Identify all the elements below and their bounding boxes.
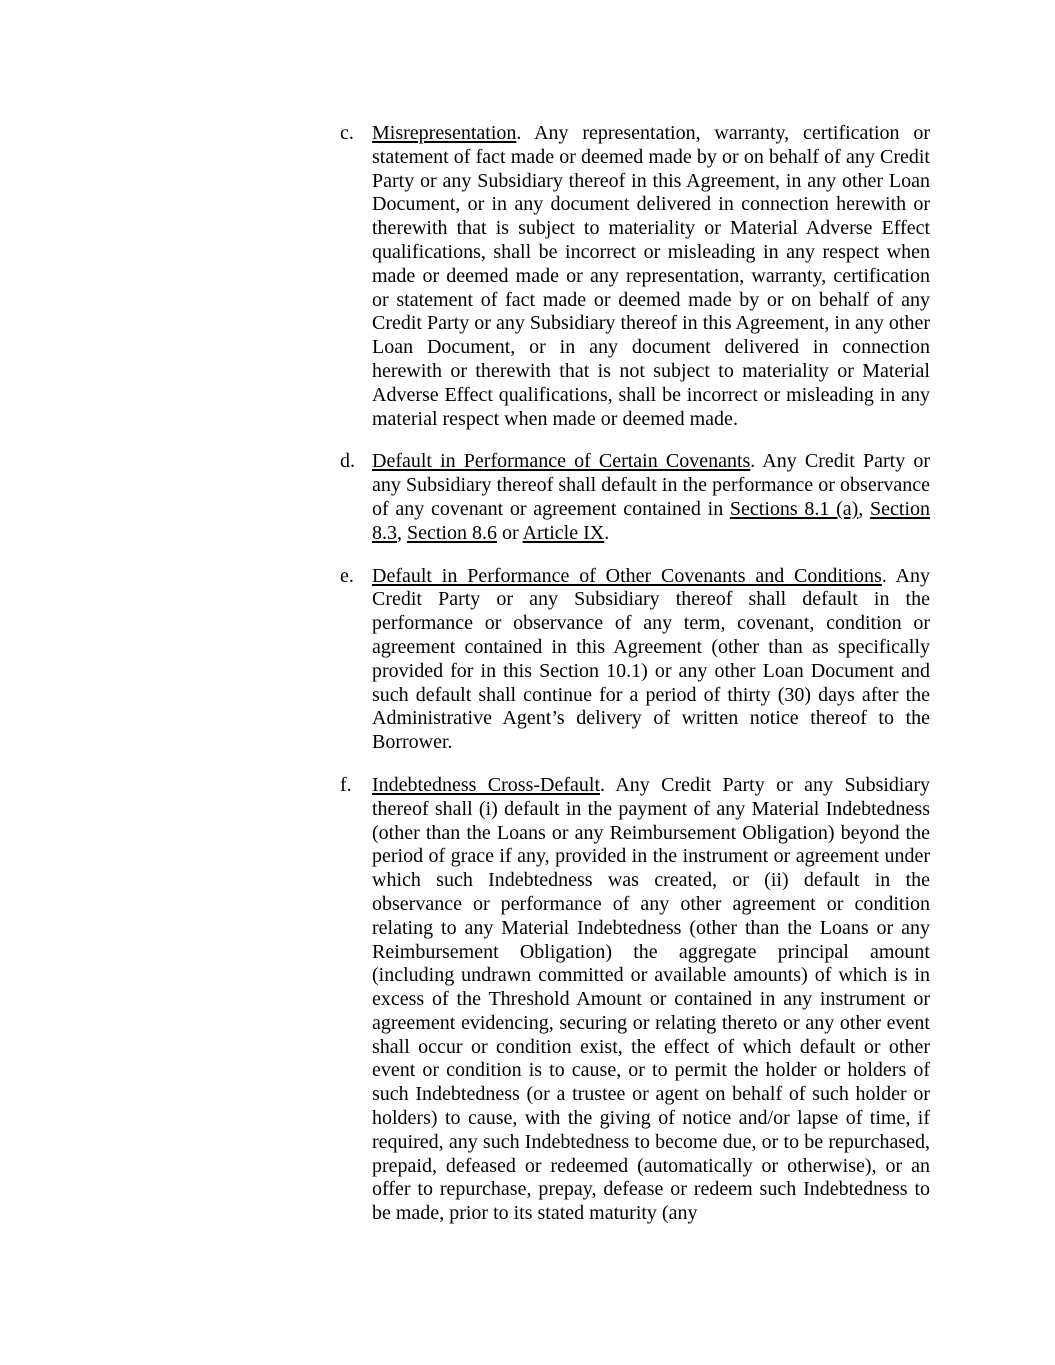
item-paragraph — [372, 565, 930, 755]
item-label: d. — [340, 450, 355, 473]
item-paragraph — [372, 450, 930, 545]
list-item-f — [340, 774, 930, 1226]
text-run: . Any representation, warranty, certification or statement of fact made or deemed made by or on behalf of any Credit Party or any Subsidiary thereof in this Agreement, in any other Loan Document, or in any document delivered in connection herewith or therewith that is subject to materiality or Material Adverse Effect qualifications, shall be incorrect or misleading in any respect when made or deemed made or any representation, warranty, certification or statement of fact made or deemed made by or on behalf of any Credit Party or any Subsidiary thereof in this Agreement, in any other Loan Document, or in any document delivered in connection herewith or therewith that is not subject to materiality or Material Adverse Effect qualifications, shall be incorrect or misleading in any material respect when made or deemed made. — [372, 122, 930, 430]
item-label: c. — [340, 122, 354, 144]
item-label: f. — [340, 773, 352, 796]
item-paragraph — [372, 774, 930, 1226]
text-run: or — [497, 521, 523, 544]
list-item-d — [340, 450, 930, 545]
underlined-text: Article IX — [522, 521, 605, 544]
text-run: , — [858, 497, 871, 520]
text-run: , — [397, 521, 407, 544]
underlined-text: Indebtedness Cross-Default — [372, 773, 601, 796]
text-run: . Any Credit Party or any Subsidiary thereof shall default in the performance or observance of any covenant or agreement contained in — [372, 450, 930, 520]
document-body — [340, 122, 930, 1245]
item-paragraph — [372, 122, 930, 431]
underlined-text: Section 8.6 — [407, 521, 497, 544]
text-run: . — [604, 521, 610, 544]
underlined-text: Section 8.3 — [372, 497, 931, 544]
text-run: . Any Credit Party or any Subsidiary thereof shall default in the performance or observance of any term, covenant, condition or agreement contained in this Agreement (other than as specifically provided for in this Section 10.1) or any other Loan Document and such default shall continue for a period of thirty (30) days after the Administrative Agent’s delivery of written notice thereof to the Borrower. — [372, 564, 930, 754]
list-item-c — [340, 122, 930, 431]
underlined-text: Default in Performance of Other Covenants and Conditions — [372, 564, 882, 587]
underlined-text: Sections 8.1 (a) — [729, 497, 859, 520]
text-run: . Any Credit Party or any Subsidiary thereof shall (i) default in the payment of any Material Indebtedness (other than the Loans or any Reimbursement Obligation) beyond the period of grace if any, provided in the instrument or agreement under which such Indebtedness was created, or (ii) default in the observance or performance of any other agreement or condition relating to any Material Indebtedness (other than the Loans or any Reimbursement Obligation) the aggregate principal amount (including undrawn committed or available amounts) of which is in excess of the Threshold Amount or contained in any instrument or agreement evidencing, securing or relating thereto or any other event shall occur or condition exist, the effect of which default or other event or condition is to cause, or to permit the holder or holders of such Indebtedness (or a trustee or agent on behalf of such holder or holders) to cause, with the giving of notice and/or lapse of time, if required, any such Indebtedness to become due, or to be repurchased, prepaid, defeased or redeemed (automatically or otherwise), or an offer to repurchase, prepay, defease or redeem such Indebtedness to be made, prior to its stated maturity (any — [372, 773, 930, 1225]
item-label: e. — [340, 564, 354, 587]
underlined-text: Default in Performance of Certain Covenants — [372, 450, 751, 473]
underlined-text: Misrepresentation — [372, 122, 517, 144]
list-item-e — [340, 565, 930, 755]
